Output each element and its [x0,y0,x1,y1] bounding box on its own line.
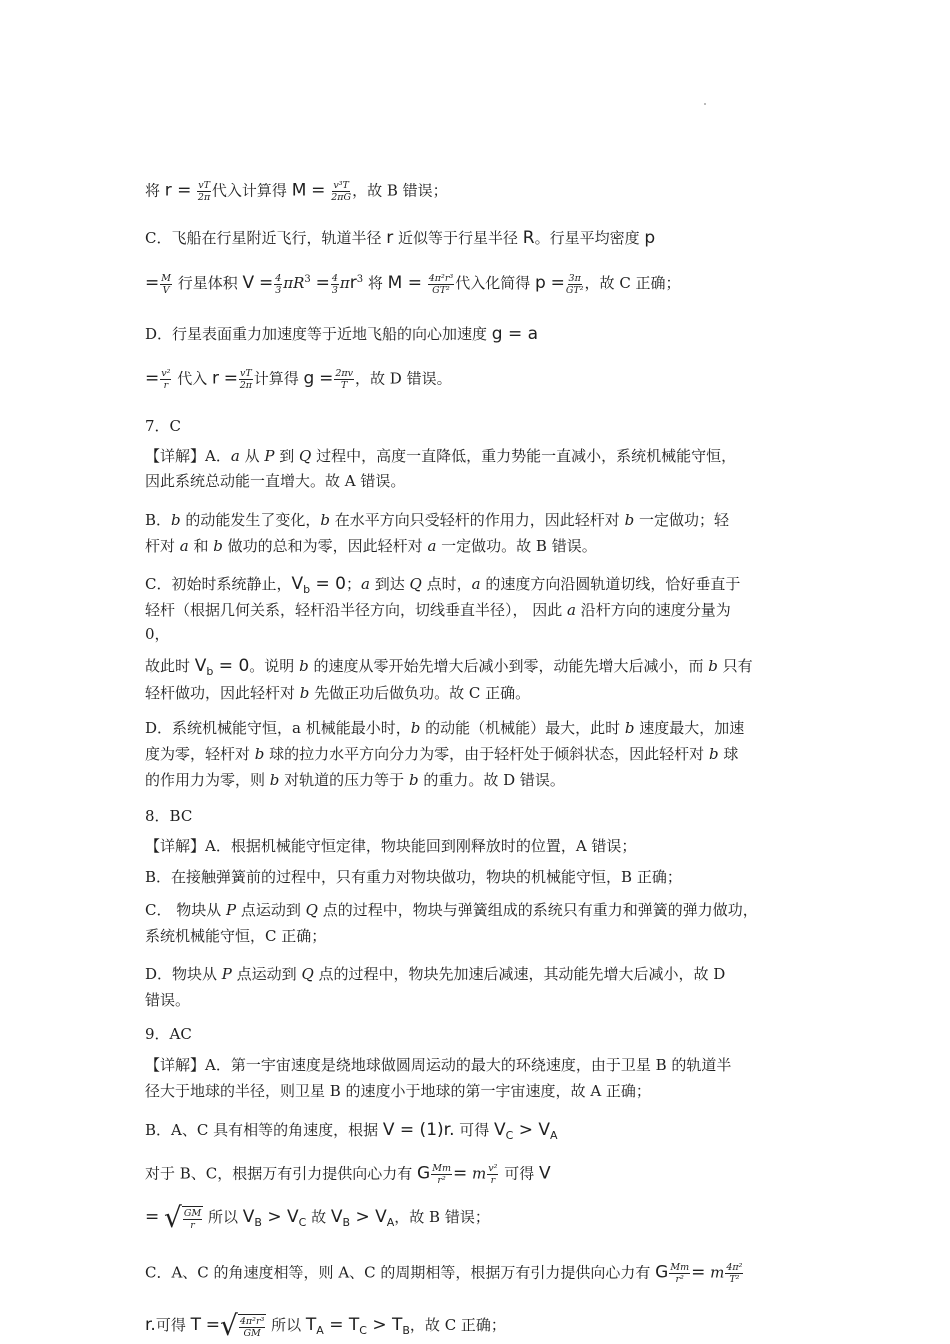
line-1: 将 r = $\frac{vT}{2\pi}$ 代入计算得 M = $\frac{\text{v³T}}{2\pi G}$ ，故 B 错误； [145,180,448,203]
q7-c-line2: 轻杆（根据几何关系，轻杆沿半径方向，切线垂直半径）， 因此 a 沿杆方向的速度分量为 [145,601,731,619]
q8-c-line2: 系统机械能守恒，C 正确； [145,927,327,945]
q9-c-line2: r.可得 T =√ $\frac{\text{4π²r³}}{GM}$ 所以 $T_A = T_C > T_B$，故 C 正确； [145,1309,506,1342]
q8-d-line1: D．物块从 P 点运动到 Q 点的过程中，物块先加速后减速，其动能先增大后减小，故 D [145,965,726,983]
line-5: = $\frac{\text{v²}}{r}$ 代入 r = $\frac{vT}{2\pi}$ 计算得 g = $\frac{2\pi v}{T}$ ，故 D 错误。 [145,368,452,391]
speck [704,103,706,105]
line-4: D．行星表面重力加速度等于近地飞船的向心加速度 g = a [145,324,539,344]
q8-d-line2: 错误。 [145,991,191,1009]
q7-b-line2: 杆对 a 和 b 做功的总和为零，因此轻杆对 a 一定做功。故 B 错误。 [145,537,597,555]
q8-number: 8．BC [145,807,193,825]
q9-b-line3: = √ $\frac{GM}{r}$ 所以 $V_B > V_C$ 故 $V_B > V_A$，故 B 错误； [145,1201,490,1234]
q9-b-line2: 对于 B、C，根据万有引力提供向心力有 G $\frac{Mm}{\text{r²}}$ = m $\frac{\text{v²}}{r}$ 可得 V [145,1163,551,1186]
q9-number: 9．AC [145,1025,192,1043]
q9-a-line2: 径大于地球的半径，则卫星 B 的速度小于地球的第一宇宙速度，故 A 正确； [145,1082,651,1100]
q7-d-line1: D．系统机械能守恒，a 机械能最小时，b 的动能（机械能）最大，此时 b 速度最大，加速 [145,719,745,737]
q9-c-line1: C．A、C 的角速度相等，则 A、C 的周期相等，根据万有引力提供向心力有 G $\frac{Mm}{\text{r²}}$ = m $\frac{\text{4π²}}{\text{T²}}$ [145,1262,743,1285]
q9-a-line1: 【详解】A．第一宇宙速度是绕地球做圆周运动的最大的环绕速度，由于卫星 B 的轨道半 [145,1056,732,1074]
q8-b: B．在接触弹簧前的过程中，只有重力对物块做功，物块的机械能守恒，B 正确； [145,868,682,886]
q7-c-line5: 轻杆做功，因此轻杆对 b 先做正功后做负功。故 C 正确。 [145,684,531,702]
fraction: $\frac{vT}{2\pi}$ [197,180,211,203]
q8-c-line1: C． 物块从 P 点运动到 Q 点的过程中，物块与弹簧组成的系统只有重力和弹簧的弹力做功， [145,901,758,919]
q7-c-line3: 0， [145,625,170,643]
q7-a-line2: 因此系统总动能一直增大。故 A 错误。 [145,472,406,490]
q8-a: 【详解】A．根据机械能守恒定律，物块能回到刚释放时的位置，A 错误； [145,837,637,855]
q7-b-line1: B．b 的动能发生了变化，b 在水平方向只受轻杆的作用力，因此轻杆对 b 一定做功；轻 [145,511,729,529]
q7-number: 7．C [145,417,182,435]
q7-a-line1: 【详解】A．a 从 P 到 Q 过程中，高度一直降低，重力势能一直减小，系统机械能守恒， [145,447,737,465]
line-2: C．飞船在行星附近飞行，轨道半径 r 近似等于行星半径 R。行星平均密度 p [145,228,656,248]
q7-d-line2: 度为零，轻杆对 b 球的拉力水平方向分力为零，由于轻杆处于倾斜状态，因此轻杆对 b 球 [145,745,739,763]
q7-d-line3: 的作用力为零，则 b 对轨道的压力等于 b 的重力。故 D 错误。 [145,771,565,789]
q9-b-line1: B．A、C 具有相等的角速度，根据 V = (1)r. 可得 $V_C > V_A$ [145,1120,558,1142]
q7-c-line4: 故此时 $V_b = 0$。说明 b 的速度从零开始先增大后减小到零，动能先增大后减小，而 b 只有 [145,656,753,678]
line-3: = $\frac{M}{V}$ 行星体积 V = $\frac{4}{3}$ $\pi R^3$ = $\frac{4}{3}$ $\pi r^3$ 将 M = $\frac{\text{4π²r³}}{\text{GT²}}$ 代入化简得 p = $\frac{3\pi}{\text{GT²}}$ ，故 C 正确； [145,272,681,296]
q7-c-line1: C．初始时系统静止，$V_b = 0$；a 到达 Q 点时，a 的速度方向沿圆轨道切线，恰好垂直于 [145,574,741,596]
